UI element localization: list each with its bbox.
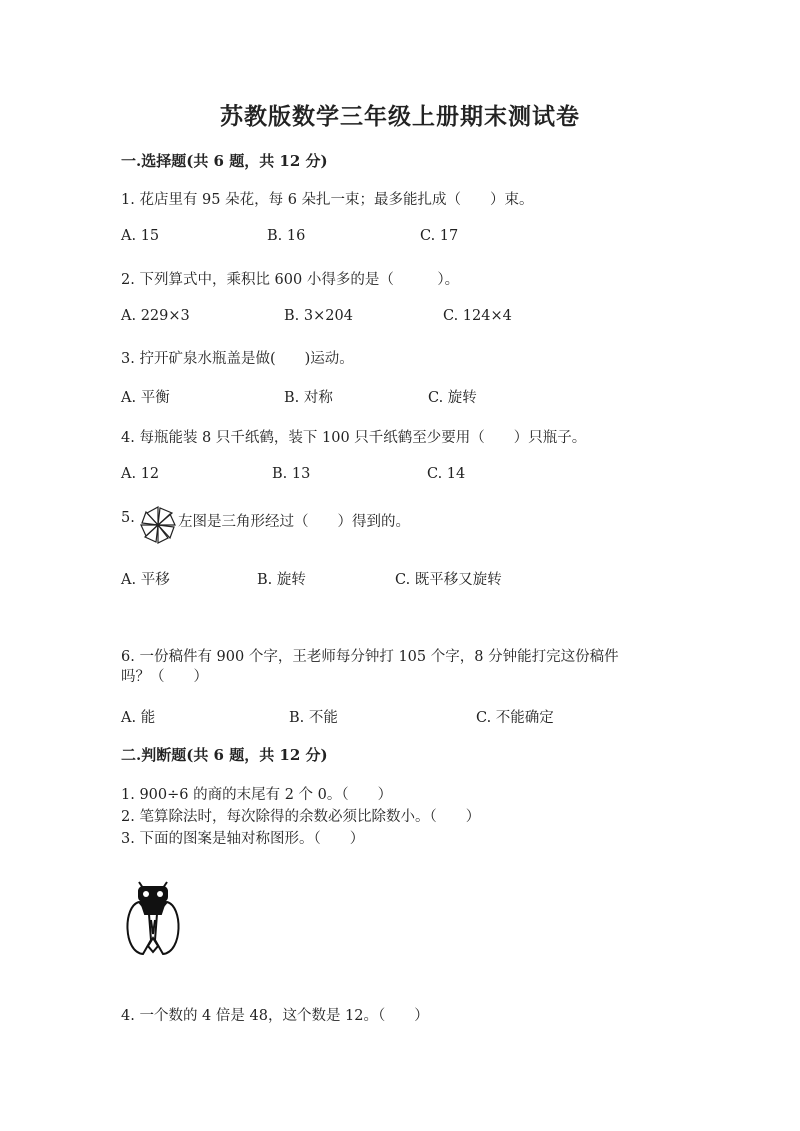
q5-option-b: B. 旋转 — [257, 572, 306, 588]
pinwheel-figure — [139, 505, 177, 545]
q6-option-a: A. 能 — [121, 710, 156, 726]
q6-option-b: B. 不能 — [289, 710, 338, 726]
q4-option-a: A. 12 — [121, 466, 160, 482]
q3-option-c: C. 旋转 — [428, 390, 477, 406]
judge-item-4: 4. 一个数的 4 倍是 48，这个数是 12。（ ） — [121, 1008, 429, 1024]
q1-option-b: B. 16 — [267, 228, 306, 244]
q3-option-b: B. 对称 — [284, 390, 333, 406]
q2-option-c: C. 124×4 — [443, 308, 512, 324]
q4-option-b: B. 13 — [272, 466, 311, 482]
q6-option-c: C. 不能确定 — [476, 710, 554, 726]
question-6-line2: 吗？（ ） — [121, 669, 208, 685]
q2-option-a: A. 229×3 — [121, 308, 190, 324]
question-2: 2. 下列算式中，乘积比 600 小得多的是（ ）。 — [121, 272, 460, 288]
section-heading-choice: 一.选择题(共 6 题，共 12 分) — [121, 152, 328, 170]
question-3: 3. 拧开矿泉水瓶盖是做( )运动。 — [121, 351, 354, 367]
q1-option-a: A. 15 — [121, 228, 160, 244]
q5-option-a: A. 平移 — [121, 572, 170, 588]
question-5-number: 5. — [121, 510, 135, 526]
question-4: 4. 每瓶能装 8 只千纸鹤，装下 100 只千纸鹤至少要用（ ）只瓶子。 — [121, 430, 587, 446]
question-1: 1. 花店里有 95 朵花，每 6 朵扎一束；最多能扎成（ ）束。 — [121, 192, 534, 208]
q1-option-c: C. 17 — [420, 228, 459, 244]
page-title: 苏教版数学三年级上册期末测试卷 — [220, 103, 580, 130]
judge-item-3: 3. 下面的图案是轴对称图形。（ ） — [121, 831, 365, 847]
q5-option-c: C. 既平移又旋转 — [395, 572, 502, 588]
judge-item-1: 1. 900÷6 的商的末尾有 2 个 0。（ ） — [121, 787, 393, 803]
q4-option-c: C. 14 — [427, 466, 466, 482]
question-5: 左图是三角形经过（ ）得到的。 — [178, 514, 410, 530]
q3-option-a: A. 平衡 — [121, 390, 170, 406]
q2-option-b: B. 3×204 — [284, 308, 353, 324]
bug-figure — [121, 880, 185, 962]
section-heading-judge: 二.判断题(共 6 题，共 12 分) — [121, 746, 328, 764]
question-6-line1: 6. 一份稿件有 900 个字，王老师每分钟打 105 个字，8 分钟能打完这份稿件 — [121, 649, 619, 665]
judge-item-2: 2. 笔算除法时，每次除得的余数必须比除数小。（ ） — [121, 809, 481, 825]
